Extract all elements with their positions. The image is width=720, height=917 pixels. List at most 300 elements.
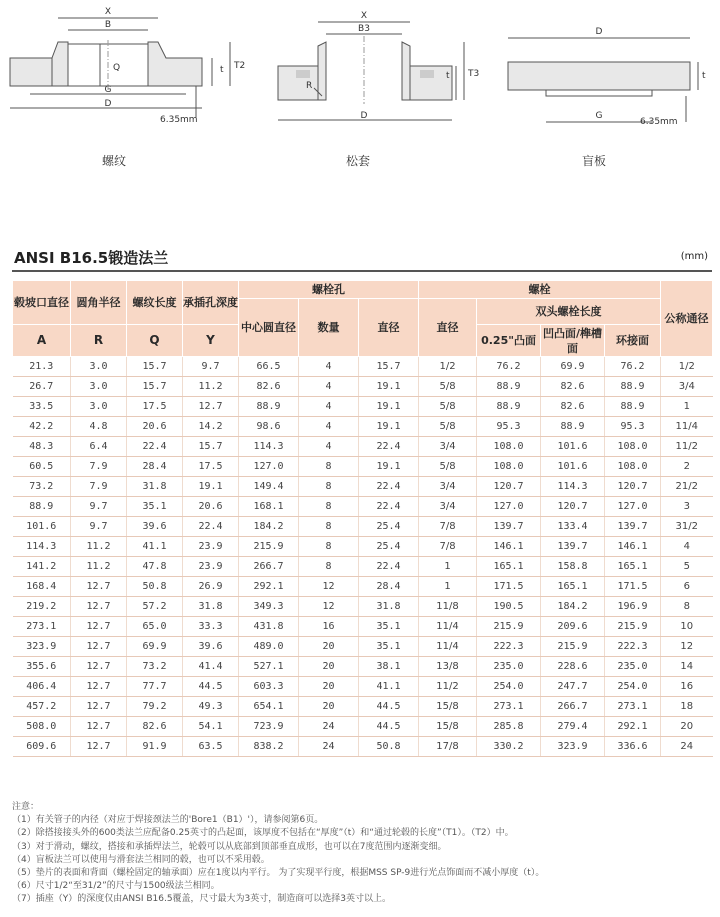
table-cell: 273.1 bbox=[605, 697, 661, 717]
table-cell: 489.0 bbox=[239, 637, 299, 657]
table-cell: 44.5 bbox=[359, 697, 419, 717]
table-row bbox=[13, 377, 713, 397]
table-cell: 20 bbox=[661, 717, 713, 737]
page-title: ANSI B16.5锻造法兰 bbox=[14, 249, 169, 267]
table-cell: 108.0 bbox=[605, 437, 661, 457]
table-row bbox=[13, 677, 713, 697]
table-cell: 17/8 bbox=[419, 737, 477, 757]
flange-diagrams bbox=[0, 0, 720, 180]
table-cell: 215.9 bbox=[605, 617, 661, 637]
table-cell: 82.6 bbox=[541, 377, 605, 397]
table-cell: 31/2 bbox=[661, 517, 713, 537]
table-cell: 336.6 bbox=[605, 737, 661, 757]
table-cell: 22.4 bbox=[127, 437, 183, 457]
note-2: （2）除搭接接头外的600类法兰应配备0.25英寸的凸起面，该厚度不包括在“厚度”（t）和“通过轮毂的长度”（T1）。（T2）中。 bbox=[12, 828, 514, 839]
table-cell: 31.8 bbox=[127, 477, 183, 497]
lap-joint-flange-drawing bbox=[278, 11, 479, 121]
unit-label: (mm) bbox=[680, 251, 708, 262]
table-cell: 139.7 bbox=[541, 537, 605, 557]
table-cell: 654.1 bbox=[239, 697, 299, 717]
table-cell: 235.0 bbox=[605, 657, 661, 677]
dim-b: B bbox=[104, 20, 112, 30]
table-cell: 38.1 bbox=[359, 657, 419, 677]
table-cell: 88.9 bbox=[477, 377, 541, 397]
table-row bbox=[13, 517, 713, 537]
table-cell: 65.0 bbox=[127, 617, 183, 637]
table-cell: 19.1 bbox=[359, 377, 419, 397]
table-cell: 12.7 bbox=[71, 577, 127, 597]
table-cell: 114.3 bbox=[239, 437, 299, 457]
header-male-female: 凹凸面/榫槽面 bbox=[541, 325, 605, 357]
table-cell: 20.6 bbox=[127, 417, 183, 437]
raised-face-dim-blind: 6.35mm bbox=[640, 117, 678, 127]
table-cell: 17.5 bbox=[127, 397, 183, 417]
table-cell: 18 bbox=[661, 697, 713, 717]
table-cell: 33.3 bbox=[183, 617, 239, 637]
table-cell: 91.9 bbox=[127, 737, 183, 757]
table-cell: 5 bbox=[661, 557, 713, 577]
table-cell: 39.6 bbox=[127, 517, 183, 537]
table-row bbox=[13, 537, 713, 557]
table-cell: 5/8 bbox=[419, 417, 477, 437]
table-cell: 215.9 bbox=[541, 637, 605, 657]
table-cell: 98.6 bbox=[239, 417, 299, 437]
raised-face-dim-threaded: 6.35mm bbox=[160, 115, 198, 125]
table-row bbox=[13, 497, 713, 517]
table-cell: 228.6 bbox=[541, 657, 605, 677]
table-cell: 108.0 bbox=[477, 437, 541, 457]
header-pitch-circle: 中心圆直径 bbox=[239, 299, 299, 357]
table-cell: 114.3 bbox=[13, 537, 71, 557]
table-cell: 4 bbox=[299, 397, 359, 417]
table-cell: 20 bbox=[299, 657, 359, 677]
table-cell: 1/2 bbox=[419, 357, 477, 377]
table-cell: 88.9 bbox=[239, 397, 299, 417]
table-cell: 20 bbox=[299, 637, 359, 657]
table-cell: 149.4 bbox=[239, 477, 299, 497]
header-thread-length: 螺纹长度 bbox=[127, 281, 183, 325]
dim-x-threaded: X bbox=[104, 7, 112, 17]
header-nominal: 公称通径 bbox=[661, 281, 713, 357]
header-fillet-radius: 圆角半径 bbox=[71, 281, 127, 325]
header-hub-dia: 毂坡口直径 bbox=[13, 281, 71, 325]
table-cell: 323.9 bbox=[13, 637, 71, 657]
table-cell: 11/8 bbox=[419, 597, 477, 617]
table-cell: 508.0 bbox=[13, 717, 71, 737]
header-bolt: 螺栓 bbox=[419, 281, 661, 299]
dim-d-blind: D bbox=[595, 27, 603, 37]
table-cell: 285.8 bbox=[477, 717, 541, 737]
table-cell: 12.7 bbox=[71, 737, 127, 757]
table-cell: 11/4 bbox=[419, 617, 477, 637]
table-cell: 330.2 bbox=[477, 737, 541, 757]
table-cell: 7.9 bbox=[71, 457, 127, 477]
table-cell: 1 bbox=[419, 577, 477, 597]
table-cell: 24 bbox=[661, 737, 713, 757]
table-cell: 406.4 bbox=[13, 677, 71, 697]
table-cell: 355.6 bbox=[13, 657, 71, 677]
table-cell: 44.5 bbox=[183, 677, 239, 697]
table-cell: 82.6 bbox=[127, 717, 183, 737]
table-cell: 120.7 bbox=[541, 497, 605, 517]
table-row bbox=[13, 457, 713, 477]
table-row bbox=[13, 637, 713, 657]
table-row bbox=[13, 437, 713, 457]
table-row bbox=[13, 697, 713, 717]
table-cell: 1/2 bbox=[661, 357, 713, 377]
table-cell: 15.7 bbox=[183, 437, 239, 457]
note-6: （6）尺寸1/2“至31/2”的尺寸与1500级法兰相同。 bbox=[12, 881, 220, 892]
table-cell: 44.5 bbox=[359, 717, 419, 737]
dim-t3: T3 bbox=[468, 69, 480, 79]
table-cell: 219.2 bbox=[13, 597, 71, 617]
table-cell: 17.5 bbox=[183, 457, 239, 477]
table-cell: 11.2 bbox=[183, 377, 239, 397]
header-sym-q: Q bbox=[127, 325, 183, 357]
table-cell: 22.4 bbox=[183, 517, 239, 537]
table-cell: 235.0 bbox=[477, 657, 541, 677]
table-cell: 22.4 bbox=[359, 497, 419, 517]
table-cell: 3/4 bbox=[419, 477, 477, 497]
table-cell: 3.0 bbox=[71, 357, 127, 377]
table-cell: 609.6 bbox=[13, 737, 71, 757]
table-cell: 127.0 bbox=[239, 457, 299, 477]
table-row bbox=[13, 597, 713, 617]
table-cell: 127.0 bbox=[605, 497, 661, 517]
table-cell: 273.1 bbox=[477, 697, 541, 717]
dim-t-lap: t bbox=[446, 71, 450, 81]
table-cell: 527.1 bbox=[239, 657, 299, 677]
threaded-flange-drawing bbox=[10, 7, 245, 125]
table-cell: 31.8 bbox=[359, 597, 419, 617]
table-cell: 108.0 bbox=[477, 457, 541, 477]
table-cell: 41.1 bbox=[359, 677, 419, 697]
notes-section bbox=[12, 801, 712, 907]
table-cell: 14.2 bbox=[183, 417, 239, 437]
table-cell: 168.1 bbox=[239, 497, 299, 517]
table-cell: 15/8 bbox=[419, 717, 477, 737]
table-cell: 21.3 bbox=[13, 357, 71, 377]
note-7: （7）插座（Y）的深度仅由ANSI B16.5覆盖，尺寸最大为3英寸，制造商可以选择3英寸以上。 bbox=[12, 894, 392, 905]
table-cell: 158.8 bbox=[541, 557, 605, 577]
note-3: （3）对于滑动，螺纹，搭接和承插焊法兰，轮毂可以从底部到顶部垂直成形，也可以在7度范围内逐渐变细。 bbox=[12, 841, 447, 852]
table-cell: 273.1 bbox=[13, 617, 71, 637]
table-cell: 4.8 bbox=[71, 417, 127, 437]
caption-lap-joint: 松套 bbox=[346, 154, 371, 168]
table-row bbox=[13, 737, 713, 757]
table-cell: 35.1 bbox=[127, 497, 183, 517]
table-cell: 3/4 bbox=[661, 377, 713, 397]
table-cell: 7.9 bbox=[71, 477, 127, 497]
table-cell: 431.8 bbox=[239, 617, 299, 637]
blind-flange-drawing bbox=[508, 27, 706, 127]
table-cell: 349.3 bbox=[239, 597, 299, 617]
table-cell: 49.3 bbox=[183, 697, 239, 717]
table-cell: 76.2 bbox=[477, 357, 541, 377]
table-cell: 9.7 bbox=[71, 497, 127, 517]
table-cell: 8 bbox=[299, 477, 359, 497]
header-ring-joint: 环接面 bbox=[605, 325, 661, 357]
table-cell: 146.1 bbox=[477, 537, 541, 557]
notes-heading: 注意： bbox=[12, 802, 40, 812]
table-cell: 101.6 bbox=[541, 437, 605, 457]
table-cell: 12.7 bbox=[71, 697, 127, 717]
table-row bbox=[13, 357, 713, 377]
table-cell: 139.7 bbox=[605, 517, 661, 537]
dim-x-lap: X bbox=[360, 11, 368, 21]
table-row bbox=[13, 417, 713, 437]
table-cell: 5/8 bbox=[419, 457, 477, 477]
table-cell: 279.4 bbox=[541, 717, 605, 737]
table-cell: 39.6 bbox=[183, 637, 239, 657]
table-cell: 19.1 bbox=[359, 457, 419, 477]
table-cell: 69.9 bbox=[541, 357, 605, 377]
table-cell: 12.7 bbox=[71, 657, 127, 677]
table-cell: 215.9 bbox=[239, 537, 299, 557]
header-hole-dia: 直径 bbox=[359, 299, 419, 357]
table-cell: 603.3 bbox=[239, 677, 299, 697]
table-cell: 12.7 bbox=[71, 717, 127, 737]
table-cell: 222.3 bbox=[477, 637, 541, 657]
table-cell: 63.5 bbox=[183, 737, 239, 757]
table-cell: 120.7 bbox=[605, 477, 661, 497]
table-cell: 23.9 bbox=[183, 557, 239, 577]
flange-spec-table bbox=[12, 280, 713, 757]
dim-g: G bbox=[104, 85, 112, 95]
table-cell: 215.9 bbox=[477, 617, 541, 637]
table-cell: 76.2 bbox=[605, 357, 661, 377]
table-row bbox=[13, 717, 713, 737]
table-row bbox=[13, 557, 713, 577]
table-cell: 12.7 bbox=[71, 677, 127, 697]
note-1: （1）有关管子的内径（对应于焊接颈法兰的'Bore1（B1）'），请参阅第6页。 bbox=[12, 815, 324, 826]
table-cell: 8 bbox=[661, 597, 713, 617]
table-cell: 12.7 bbox=[71, 617, 127, 637]
table-cell: 79.2 bbox=[127, 697, 183, 717]
table-cell: 73.2 bbox=[13, 477, 71, 497]
dim-g-blind: G bbox=[595, 111, 603, 121]
table-cell: 146.1 bbox=[605, 537, 661, 557]
note-4: （4）盲板法兰可以使用与滑套法兰相同的毂，也可以不采用毂。 bbox=[12, 854, 270, 865]
table-cell: 54.1 bbox=[183, 717, 239, 737]
dim-t-threaded: t bbox=[220, 65, 224, 75]
table-cell: 168.4 bbox=[13, 577, 71, 597]
dim-t-blind: t bbox=[702, 71, 706, 81]
table-cell: 4 bbox=[299, 417, 359, 437]
table-cell: 11/4 bbox=[661, 417, 713, 437]
table-cell: 19.1 bbox=[359, 417, 419, 437]
table-cell: 838.2 bbox=[239, 737, 299, 757]
table-cell: 114.3 bbox=[541, 477, 605, 497]
table-cell: 165.1 bbox=[605, 557, 661, 577]
table-cell: 3.0 bbox=[71, 397, 127, 417]
table-cell: 5/8 bbox=[419, 397, 477, 417]
table-cell: 82.6 bbox=[239, 377, 299, 397]
table-cell: 24 bbox=[299, 717, 359, 737]
table-cell: 15.7 bbox=[359, 357, 419, 377]
table-cell: 88.9 bbox=[541, 417, 605, 437]
table-cell: 14 bbox=[661, 657, 713, 677]
table-cell: 266.7 bbox=[239, 557, 299, 577]
table-cell: 33.5 bbox=[13, 397, 71, 417]
table-cell: 88.9 bbox=[605, 377, 661, 397]
table-cell: 165.1 bbox=[541, 577, 605, 597]
table-body bbox=[13, 357, 713, 757]
table-cell: 4 bbox=[299, 437, 359, 457]
table-cell: 95.3 bbox=[477, 417, 541, 437]
table-cell: 13/8 bbox=[419, 657, 477, 677]
table-cell: 723.9 bbox=[239, 717, 299, 737]
table-cell: 457.2 bbox=[13, 697, 71, 717]
table-cell: 22.4 bbox=[359, 437, 419, 457]
table-cell: 323.9 bbox=[541, 737, 605, 757]
table-row bbox=[13, 397, 713, 417]
table-cell: 22.4 bbox=[359, 557, 419, 577]
table-cell: 266.7 bbox=[541, 697, 605, 717]
table-cell: 20.6 bbox=[183, 497, 239, 517]
table-cell: 95.3 bbox=[605, 417, 661, 437]
table-cell: 3/4 bbox=[419, 437, 477, 457]
table-row bbox=[13, 577, 713, 597]
table-cell: 11/2 bbox=[419, 677, 477, 697]
table-cell: 139.7 bbox=[477, 517, 541, 537]
header-bolt-dia: 直径 bbox=[419, 299, 477, 357]
table-cell: 16 bbox=[299, 617, 359, 637]
header-raised-face: 0.25"凸面 bbox=[477, 325, 541, 357]
caption-threaded: 螺纹 bbox=[102, 154, 127, 168]
table-cell: 12 bbox=[299, 577, 359, 597]
table-cell: 184.2 bbox=[239, 517, 299, 537]
table-cell: 254.0 bbox=[605, 677, 661, 697]
table-cell: 4 bbox=[661, 537, 713, 557]
caption-blind: 盲板 bbox=[582, 154, 607, 168]
table-cell: 88.9 bbox=[13, 497, 71, 517]
table-row bbox=[13, 657, 713, 677]
header-sym-r: R bbox=[71, 325, 127, 357]
table-cell: 12.7 bbox=[71, 637, 127, 657]
table-cell: 15/8 bbox=[419, 697, 477, 717]
table-row bbox=[13, 617, 713, 637]
table-cell: 82.6 bbox=[541, 397, 605, 417]
table-cell: 28.4 bbox=[127, 457, 183, 477]
table-cell: 1 bbox=[419, 557, 477, 577]
table-cell: 3/4 bbox=[419, 497, 477, 517]
table-cell: 7/8 bbox=[419, 517, 477, 537]
table-cell: 35.1 bbox=[359, 617, 419, 637]
section-header bbox=[12, 244, 712, 270]
table-cell: 25.4 bbox=[359, 537, 419, 557]
table-cell: 133.4 bbox=[541, 517, 605, 537]
table-cell: 8 bbox=[299, 517, 359, 537]
table-cell: 28.4 bbox=[359, 577, 419, 597]
table-cell: 60.5 bbox=[13, 457, 71, 477]
table-cell: 16 bbox=[661, 677, 713, 697]
table-cell: 57.2 bbox=[127, 597, 183, 617]
dim-b3: B3 bbox=[358, 24, 370, 34]
table-cell: 19.1 bbox=[359, 397, 419, 417]
table-cell: 5/8 bbox=[419, 377, 477, 397]
dim-q: Q bbox=[113, 63, 121, 73]
table-cell: 50.8 bbox=[359, 737, 419, 757]
table-cell: 165.1 bbox=[477, 557, 541, 577]
table-cell: 8 bbox=[299, 497, 359, 517]
table-cell: 77.7 bbox=[127, 677, 183, 697]
table-cell: 11.2 bbox=[71, 537, 127, 557]
header-sym-a: A bbox=[13, 325, 71, 357]
table-cell: 9.7 bbox=[183, 357, 239, 377]
table-cell: 8 bbox=[299, 557, 359, 577]
table-cell: 3.0 bbox=[71, 377, 127, 397]
table-cell: 127.0 bbox=[477, 497, 541, 517]
table-row bbox=[13, 477, 713, 497]
table-cell: 184.2 bbox=[541, 597, 605, 617]
table-cell: 6.4 bbox=[71, 437, 127, 457]
table-cell: 9.7 bbox=[71, 517, 127, 537]
table-cell: 35.1 bbox=[359, 637, 419, 657]
table-cell: 3 bbox=[661, 497, 713, 517]
table-cell: 47.8 bbox=[127, 557, 183, 577]
table-cell: 88.9 bbox=[605, 397, 661, 417]
table-cell: 10 bbox=[661, 617, 713, 637]
table-cell: 50.8 bbox=[127, 577, 183, 597]
table-cell: 292.1 bbox=[605, 717, 661, 737]
header-stud-length: 双头螺栓长度 bbox=[477, 299, 661, 325]
dim-t2: T2 bbox=[234, 61, 246, 71]
table-cell: 120.7 bbox=[477, 477, 541, 497]
table-cell: 108.0 bbox=[605, 457, 661, 477]
header-count: 数量 bbox=[299, 299, 359, 357]
table-cell: 196.9 bbox=[605, 597, 661, 617]
table-cell: 12 bbox=[299, 597, 359, 617]
table-cell: 19.1 bbox=[183, 477, 239, 497]
table-cell: 88.9 bbox=[477, 397, 541, 417]
table-cell: 8 bbox=[299, 537, 359, 557]
note-5: （5）垫片的表面和背面（螺栓固定的轴承面）应在1度以内平行。 为了实现平行度，根据MSS SP-9进行光点饰面而不减小厚度（t）。 bbox=[12, 868, 545, 879]
table-cell: 25.4 bbox=[359, 517, 419, 537]
table-cell: 23.9 bbox=[183, 537, 239, 557]
table-cell: 222.3 bbox=[605, 637, 661, 657]
header-socket-depth: 承插孔深度 bbox=[183, 281, 239, 325]
table-cell: 26.7 bbox=[13, 377, 71, 397]
table-cell: 247.7 bbox=[541, 677, 605, 697]
table-cell: 4 bbox=[299, 357, 359, 377]
table-cell: 24 bbox=[299, 737, 359, 757]
table-cell: 171.5 bbox=[605, 577, 661, 597]
table-cell: 12.7 bbox=[71, 597, 127, 617]
table-cell: 171.5 bbox=[477, 577, 541, 597]
table-cell: 190.5 bbox=[477, 597, 541, 617]
table-cell: 8 bbox=[299, 457, 359, 477]
table-cell: 101.6 bbox=[541, 457, 605, 477]
table-cell: 2 bbox=[661, 457, 713, 477]
header-bolt-hole: 螺栓孔 bbox=[239, 281, 419, 299]
table-cell: 41.1 bbox=[127, 537, 183, 557]
table-cell: 20 bbox=[299, 697, 359, 717]
table-cell: 42.2 bbox=[13, 417, 71, 437]
table-cell: 48.3 bbox=[13, 437, 71, 457]
table-cell: 26.9 bbox=[183, 577, 239, 597]
table-cell: 31.8 bbox=[183, 597, 239, 617]
table-cell: 4 bbox=[299, 377, 359, 397]
table-cell: 11/2 bbox=[661, 437, 713, 457]
table-cell: 12 bbox=[661, 637, 713, 657]
table-cell: 41.4 bbox=[183, 657, 239, 677]
dim-d-lap: D bbox=[360, 111, 368, 121]
table-cell: 15.7 bbox=[127, 377, 183, 397]
table-cell: 73.2 bbox=[127, 657, 183, 677]
table-cell: 209.6 bbox=[541, 617, 605, 637]
table-cell: 7/8 bbox=[419, 537, 477, 557]
